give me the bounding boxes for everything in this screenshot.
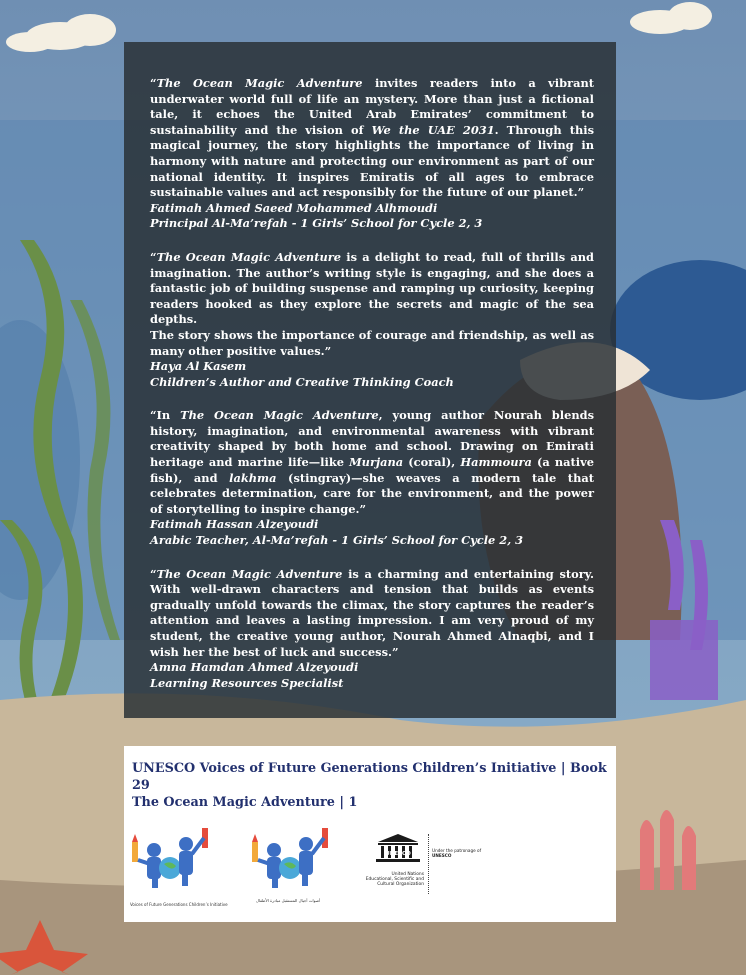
vofg-logo-icon <box>130 824 210 900</box>
quote-author-name: Amna Hamdan Ahmed Alzeyoudi <box>150 660 359 675</box>
patronage-line: Under the patronage of <box>432 848 482 853</box>
vofg-arabic-logo-caption: أصوات أجيال المستقبل مبادرة الأطفال <box>256 898 321 903</box>
quote-text: “The Ocean Magic Adventure invites readers into a vibrant underwater world full of life an mystery. More than just a fictional tale, it echoes the United Arab Emirates’ commitment to sustainability and the vision of We the UAE 2031. Through this magical journey, the story highlights the importance of living in harmony with nature and protecting our environment as part of our national identity. It inspires Emiratis of all ages to embrace sustainable values and act responsibly for the future of our planet.” <box>150 76 594 200</box>
unesco-org-name <box>346 872 424 887</box>
series-line: UNESCO Voices of Future Generations Children’s Initiative | Book 29 <box>132 761 607 793</box>
quote-author-role: Arabic Teacher, Al-Ma’refah - 1 Girls’ School for Cycle 2, 3 <box>150 533 524 548</box>
quote-author-name: Haya Al Kasem <box>150 359 247 374</box>
quote-author-role: Learning Resources Specialist <box>150 675 344 690</box>
testimonial-1 <box>150 76 594 232</box>
patronage-text <box>432 848 481 858</box>
testimonial-4 <box>150 567 594 692</box>
unesco-org-line: Educational, Scientific and <box>365 877 424 882</box>
quote-author-role: Principal Al-Ma’refah - 1 Girls’ School for Cycle 2, 3 <box>150 216 483 231</box>
unesco-org-line: United Nations <box>391 872 424 877</box>
testimonial-3 <box>150 408 594 548</box>
quote-text: “The Ocean Magic Adventure is a delight to read, full of thrills and imagination. The author’s writing style is engaging, and she does a fantastic job of building suspense and ramping up curiosity, keeping readers hooked as they explore the secrets and magic of the sea depths. The story shows the importance of courage and friendship, as well as many other positive values.” <box>150 249 594 358</box>
vofg-logo-caption: Voices of Future Generations Children’s Initiative <box>130 902 228 907</box>
quote-author-name: Fatimah Hassan Alzeyoudi <box>150 517 319 532</box>
testimonials <box>150 76 594 709</box>
quote-text: “In The Ocean Magic Adventure, young author Nourah blends history, imagination, and environmental awareness with vibrant creativity shaped by both home and school. Drawing on Emirati heritage and marine life—like Murjana (coral), Hammoura (a native fish), and lakhma (stingray)—she weaves a modern tale that celebrates determination, care for the environment, and the power of storytelling to inspire change.” <box>150 408 594 516</box>
quote-text: “The Ocean Magic Adventure is a charming and entertaining story. With well-drawn characters and tension that builds as events gradually unfold towards the climax, the story captures the reader’s attention and leaves a lasting impression. I am very proud of my student, the creative young author, Nourah Ahmed Alnaqbi, and I wish her the best of luck and success.” <box>150 566 594 659</box>
footer-panel <box>124 746 616 922</box>
footer-title <box>132 760 616 811</box>
patronage-line: UNESCO <box>432 853 452 858</box>
vofg-arabic-logo-icon <box>250 824 330 900</box>
testimonial-2 <box>150 250 594 390</box>
unesco-divider <box>428 834 429 894</box>
quote-author-name: Fatimah Ahmed Saeed Mohammed Alhmoudi <box>150 200 438 215</box>
book-line: The Ocean Magic Adventure | 1 <box>132 795 358 810</box>
quote-author-role: Children’s Author and Creative Thinking Coach <box>150 374 454 389</box>
unesco-word: UNESCO <box>385 851 411 857</box>
unesco-org-line: Cultural Organization <box>377 882 424 887</box>
unesco-temple-icon <box>374 832 422 864</box>
